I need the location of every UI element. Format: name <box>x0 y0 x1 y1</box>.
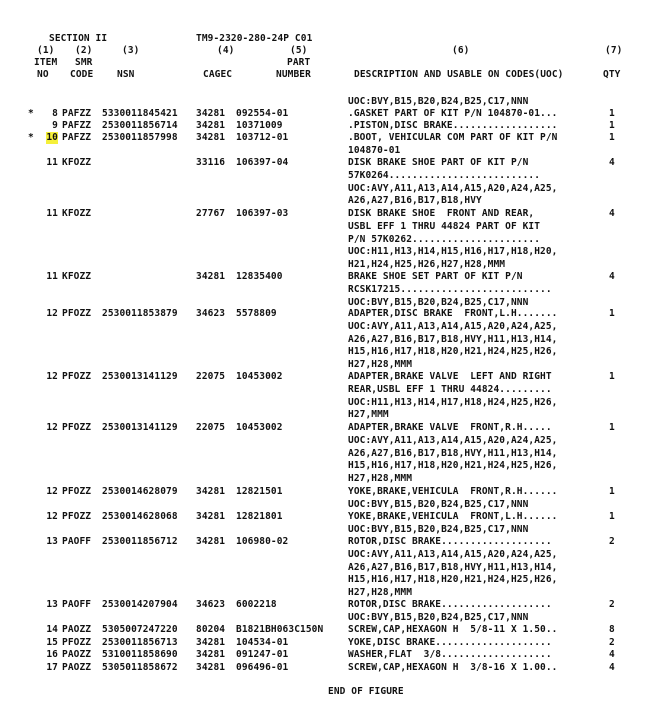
description-line: YOKE,BRAKE,VEHICULA FRONT,R.H...... <box>348 486 558 497</box>
part-number: 6002218 <box>236 599 277 610</box>
quantity: 4 <box>609 157 615 168</box>
cage-code: 34281 <box>196 120 226 131</box>
nsn: 5305011858672 <box>102 662 178 673</box>
quantity: 4 <box>609 649 615 660</box>
item-number: 12 <box>46 422 58 433</box>
part-number: 096496-01 <box>236 662 289 673</box>
part-number: 091247-01 <box>236 649 289 660</box>
description-line: UOC:BVY,B15,B20,B24,B25,C17,NNN <box>348 498 529 510</box>
item-number: 9 <box>52 120 58 131</box>
cage-code: 34281 <box>196 536 226 547</box>
description-line: USBL EFF 1 THRU 44824 PART OF KIT <box>348 220 541 232</box>
smr-code: PAFZZ <box>62 108 92 119</box>
quantity: 1 <box>609 486 615 497</box>
nsn: 2530013141129 <box>102 371 178 382</box>
nsn: 2530014207904 <box>102 599 178 610</box>
description-line: UOC:AVY,A11,A13,A14,A15,A20,A24,A25, <box>348 320 558 332</box>
quantity: 8 <box>609 624 615 635</box>
description-line: UOC:BVY,B15,B20,B24,B25,C17,NNN <box>348 523 529 535</box>
part-number: 10371009 <box>236 120 283 131</box>
item-number: 14 <box>46 624 58 635</box>
item-number: 12 <box>46 371 58 382</box>
smr-code: KFOZZ <box>62 208 92 219</box>
col1-heading-item: ITEM <box>34 57 58 68</box>
col6-heading-number: (6) <box>452 45 470 56</box>
item-number: 12 <box>46 511 58 522</box>
item-number: 11 <box>46 208 58 219</box>
description-line: .BOOT, VEHICULAR COM PART OF KIT P/N <box>348 132 558 143</box>
cage-code: 22075 <box>196 422 226 433</box>
nsn: 2530013141129 <box>102 422 178 433</box>
col7-heading-qty: QTY <box>603 69 621 80</box>
description-line: UOC:BVY,B15,B20,B24,B25,C17,NNN <box>348 96 529 107</box>
description-line: H15,H16,H17,H18,H20,H21,H24,H25,H26, <box>348 574 558 586</box>
description-line: .PISTON,DISC BRAKE.................. <box>348 120 558 131</box>
smr-code: PAOFF <box>62 536 92 547</box>
item-number: 12 <box>46 308 58 319</box>
description-line: UOC:AVY,A11,A13,A14,A15,A20,A24,A25, <box>348 182 558 194</box>
part-number: 12835400 <box>236 271 283 282</box>
smr-code: PFOZZ <box>62 637 92 648</box>
description-line: H21,H24,H25,H26,H27,H28,MMM <box>348 259 506 270</box>
col3-heading-number: (3) <box>122 45 140 56</box>
description-line: ROTOR,DISC BRAKE................... <box>348 536 552 547</box>
part-number: B1821BH063C150N <box>236 624 324 635</box>
description-line: YOKE,DISC BRAKE.................... <box>348 637 552 648</box>
col1-heading-number: (1) <box>37 45 55 56</box>
item-number: 12 <box>46 486 58 497</box>
smr-code: PAFZZ <box>62 120 92 131</box>
part-number: 12821501 <box>236 486 283 497</box>
description-line: UOC:BVY,B15,B20,B24,B25,C17,NNN <box>348 611 529 623</box>
part-number: 106397-03 <box>236 208 289 219</box>
description-line: H27,MMM <box>348 409 389 421</box>
item-number: 16 <box>46 649 58 660</box>
nsn: 2530014628079 <box>102 486 178 497</box>
nsn: 2530011857998 <box>102 132 178 143</box>
part-number: 106397-04 <box>236 157 289 168</box>
smr-code: PFOZZ <box>62 422 92 433</box>
smr-code: PAOFF <box>62 599 92 610</box>
cage-code: 34281 <box>196 108 226 119</box>
manual-number: TM9-2320-280-24P C01 <box>196 33 313 44</box>
cage-code: 22075 <box>196 371 226 382</box>
description-line: 57K0264.......................... <box>348 169 541 181</box>
description-line: A26,A27,B16,B17,B18,HVY <box>348 195 482 207</box>
quantity: 4 <box>609 662 615 673</box>
cage-code: 34281 <box>196 132 226 143</box>
col7-heading-number: (7) <box>605 45 623 56</box>
description-line: ROTOR,DISC BRAKE................... <box>348 599 552 610</box>
smr-code: PAOZZ <box>62 662 92 673</box>
smr-code: PAOZZ <box>62 649 92 660</box>
item-number: 15 <box>46 637 58 648</box>
description-line: UOC:H11,H13,H14,H15,H16,H17,H18,H20, <box>348 246 558 258</box>
nsn: 2530011856712 <box>102 536 178 547</box>
item-number: 10 <box>46 132 58 143</box>
nsn: 5330011845421 <box>102 108 178 119</box>
description-line: P/N 57K0262...................... <box>348 233 541 245</box>
col3-heading-nsn: NSN <box>117 69 135 80</box>
cage-code: 80204 <box>196 624 226 635</box>
quantity: 4 <box>609 208 615 219</box>
cage-code: 34281 <box>196 649 226 660</box>
cage-code: 34281 <box>196 486 226 497</box>
cage-code: 34623 <box>196 599 226 610</box>
part-number: 10453002 <box>236 371 283 382</box>
part-number: 092554-01 <box>236 108 289 119</box>
col2-heading-code: CODE <box>70 69 94 80</box>
part-number: 5578809 <box>236 308 277 319</box>
cage-code: 27767 <box>196 208 226 219</box>
description-line: WASHER,FLAT 3/8................... <box>348 649 552 660</box>
description-line: A26,A27,B16,B17,B18,HVY,H11,H13,H14, <box>348 561 558 573</box>
quantity: 1 <box>609 308 615 319</box>
col6-heading-description: DESCRIPTION AND USABLE ON CODES(UOC) <box>354 69 564 80</box>
quantity: 1 <box>609 132 615 143</box>
smr-code: KFOZZ <box>62 271 92 282</box>
description-line: H15,H16,H17,H18,H20,H21,H24,H25,H26, <box>348 346 558 358</box>
item-number: 13 <box>46 599 58 610</box>
end-of-figure: END OF FIGURE <box>328 686 404 697</box>
nsn: 5310011858690 <box>102 649 178 660</box>
smr-code: PFOZZ <box>62 511 92 522</box>
nsn: 2530014628068 <box>102 511 178 522</box>
smr-code: PFOZZ <box>62 308 92 319</box>
description-line: RCSK17215.......................... <box>348 283 552 295</box>
description-line: ADAPTER,BRAKE VALVE FRONT,R.H..... <box>348 422 552 433</box>
description-line: UOC:AVY,A11,A13,A14,A15,A20,A24,A25, <box>348 548 558 560</box>
col2-heading-number: (2) <box>75 45 93 56</box>
description-line: .GASKET PART OF KIT P/N 104870-01... <box>348 108 558 119</box>
col4-heading-cagec: CAGEC <box>203 69 233 80</box>
description-line: ADAPTER,BRAKE VALVE LEFT AND RIGHT <box>348 371 552 382</box>
description-line: H15,H16,H17,H18,H20,H21,H24,H25,H26, <box>348 460 558 472</box>
cage-code: 34281 <box>196 662 226 673</box>
description-line: DISK BRAKE SHOE PART OF KIT P/N <box>348 157 529 168</box>
quantity: 1 <box>609 422 615 433</box>
col2-heading-smr: SMR <box>75 57 93 68</box>
col5-heading-number: (5) <box>290 45 308 56</box>
description-line: UOC:BVY,B15,B20,B24,B25,C17,NNN <box>348 296 529 308</box>
smr-code: PAFZZ <box>62 132 92 143</box>
smr-code: KFOZZ <box>62 157 92 168</box>
quantity: 1 <box>609 108 615 119</box>
cage-code: 33116 <box>196 157 226 168</box>
nsn: 2530011856713 <box>102 637 178 648</box>
part-number: 106980-02 <box>236 536 289 547</box>
section-title: SECTION II <box>49 33 108 44</box>
item-number: 13 <box>46 536 58 547</box>
smr-code: PAOZZ <box>62 624 92 635</box>
description-line: DISK BRAKE SHOE FRONT AND REAR, <box>348 208 535 219</box>
quantity: 2 <box>609 637 615 648</box>
description-line: SCREW,CAP,HEXAGON H 3/8-16 X 1.00.. <box>348 662 558 673</box>
quantity: 4 <box>609 271 615 282</box>
cage-code: 34281 <box>196 637 226 648</box>
item-number: 17 <box>46 662 58 673</box>
col5-heading-number-label: NUMBER <box>276 69 311 80</box>
smr-code: PFOZZ <box>62 371 92 382</box>
description-line: H27,H28,MMM <box>348 359 413 370</box>
cage-code: 34281 <box>196 271 226 282</box>
revision-mark: * <box>28 108 34 119</box>
quantity: 2 <box>609 536 615 547</box>
col4-heading-number: (4) <box>217 45 235 56</box>
description-line: H27,H28,MMM <box>348 473 413 484</box>
smr-code: PFOZZ <box>62 486 92 497</box>
description-line: UOC:H11,H13,H14,H17,H18,H24,H25,H26, <box>348 396 558 408</box>
cage-code: 34281 <box>196 511 226 522</box>
part-number: 10453002 <box>236 422 283 433</box>
part-number: 103712-01 <box>236 132 289 143</box>
col1-heading-no: NO <box>37 69 49 80</box>
quantity: 1 <box>609 120 615 131</box>
quantity: 2 <box>609 599 615 610</box>
col5-heading-part: PART <box>287 57 311 68</box>
description-line: REAR,USBL EFF 1 THRU 44824......... <box>348 383 552 395</box>
description-line: H27,H28,MMM <box>348 587 413 598</box>
description-line: SCREW,CAP,HEXAGON H 5/8-11 X 1.50.. <box>348 624 558 635</box>
description-line: UOC:AVY,A11,A13,A14,A15,A20,A24,A25, <box>348 434 558 446</box>
description-line: A26,A27,B16,B17,B18,HVY,H11,H13,H14, <box>348 447 558 459</box>
part-number: 104534-01 <box>236 637 289 648</box>
description-line: 104870-01 <box>348 144 401 156</box>
nsn: 2530011856714 <box>102 120 178 131</box>
nsn: 5305007247220 <box>102 624 178 635</box>
quantity: 1 <box>609 371 615 382</box>
description-line: BRAKE SHOE SET PART OF KIT P/N <box>348 271 523 282</box>
revision-mark: * <box>28 132 34 143</box>
item-number: 11 <box>46 157 58 168</box>
description-line: YOKE,BRAKE,VEHICULA FRONT,L.H...... <box>348 511 558 522</box>
cage-code: 34623 <box>196 308 226 319</box>
description-line: ADAPTER,DISC BRAKE FRONT,L.H....... <box>348 308 558 319</box>
description-line: A26,A27,B16,B17,B18,HVY,H11,H13,H14, <box>348 333 558 345</box>
part-number: 12821801 <box>236 511 283 522</box>
item-number: 8 <box>52 108 58 119</box>
item-number: 11 <box>46 271 58 282</box>
nsn: 2530011853879 <box>102 308 178 319</box>
quantity: 1 <box>609 511 615 522</box>
